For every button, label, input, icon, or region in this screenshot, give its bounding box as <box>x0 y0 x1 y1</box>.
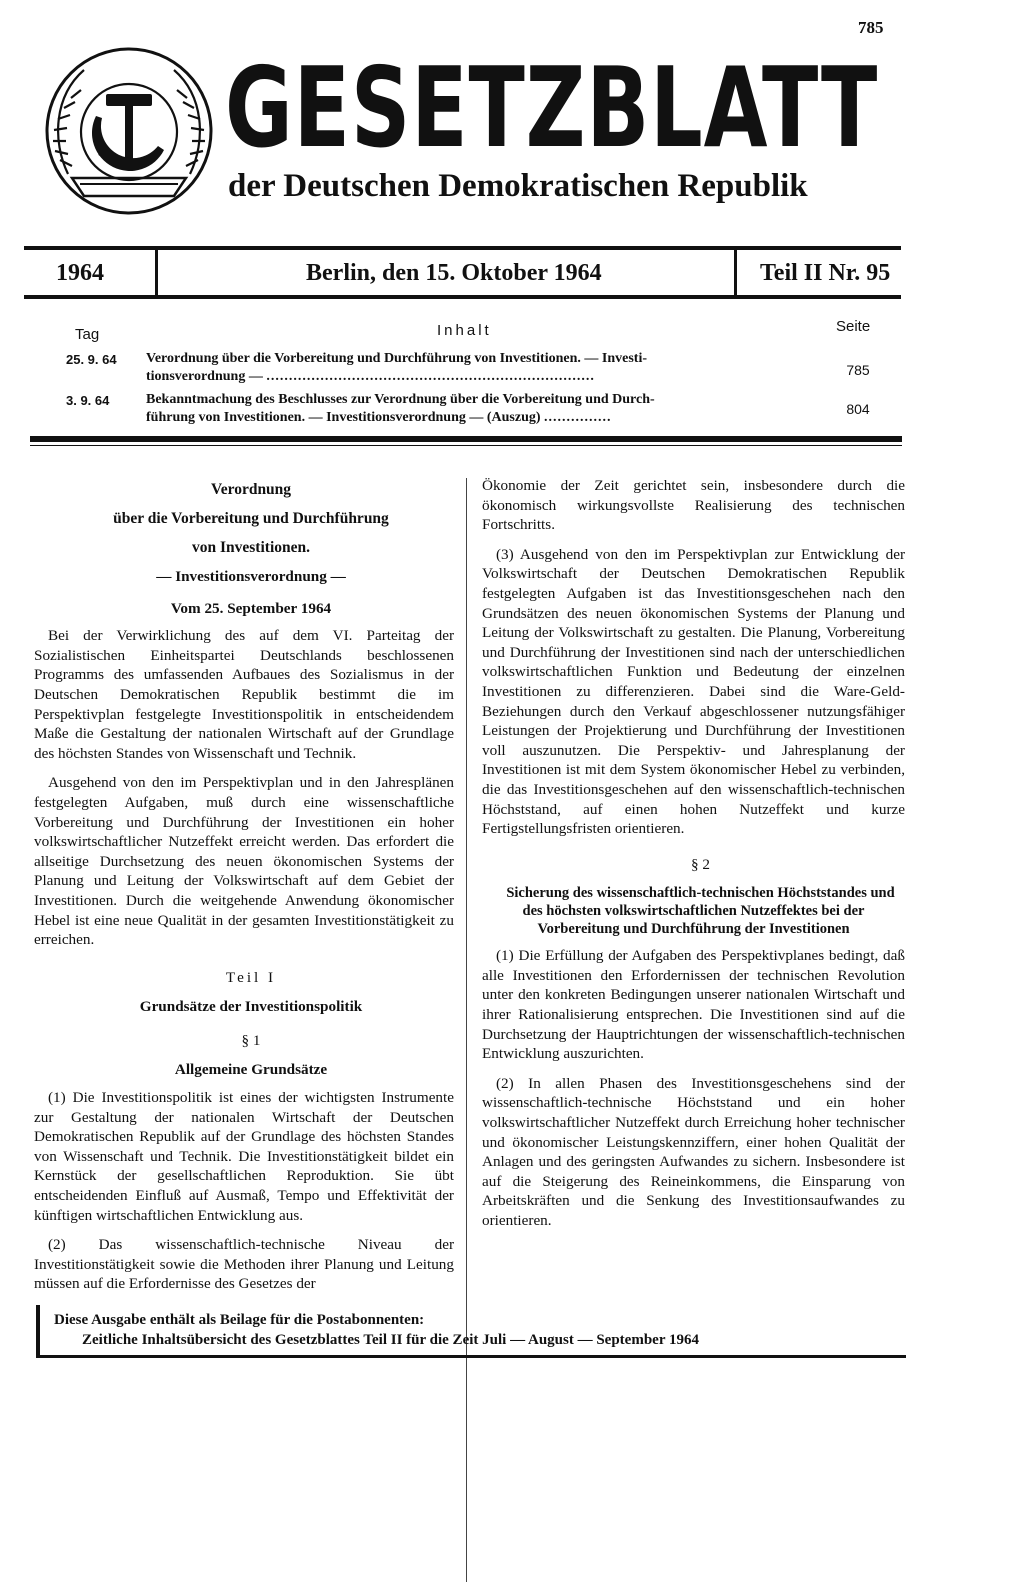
left-column <box>34 476 454 1304</box>
toc-column-date: Tag <box>75 326 100 343</box>
toc-entry-date: 3. 9. 64 <box>66 393 110 408</box>
article-short-title: — Investitionsverordnung — <box>156 568 346 585</box>
paragraph: (2) Das wissenschaftlich-technische Niveau der Investitionstätigkeit sowie die Methoden ihrer Planung und Leitung müssen auf die Erfordernisse des Gesetzes der <box>34 1236 454 1293</box>
section-title: Sicherung des wissenschaftlich-technischen Höchststandes und des höchsten volkswirtschaftlichen Nutzeffektes bei der Vorbereitung und Durchführung der Investitionen <box>506 885 895 938</box>
toc-entry-line: Bekanntmachung des Beschlusses zur Verordnung über die Vorbereitung und Durch- <box>146 392 655 407</box>
paragraph: (1) Die Investitionspolitik ist eines der wichtigsten Instrumente zur Gestaltung der nationalen Wirtschaft der Deutschen Demokratischen Republik auf der Grundlage des höchsten Standes von Wissenschaft und Technik. Die Investitionstätigkeit bildet ein Kernstück der gesellschaftlichen Reproduktion. Sie übt entscheidenden Einfluß auf Ausmaß, Tempo und Effektivität der künftigen wirtschaftlichen Entwicklung aus. <box>34 1089 454 1224</box>
masthead-title: GESETZBLATT <box>225 43 879 173</box>
issue-year: 1964 <box>56 260 104 286</box>
paragraph: Bei der Verwirklichung des auf dem VI. Parteitag der Sozialistischen Einheitspartei Deutschlands beschlossenen Programms des umfassenden Aufbaues des Sozialismus in der Deutschen Demokratischen Republik bestimmt die im Perspektivplan festgelegte Investitionspolitik in entscheidendem Maße die Gestaltung der nationalen Wirtschaft auf der Grundlage des höchsten Standes von Wissenschaft und Technik. <box>34 627 454 762</box>
column-divider <box>466 478 467 1582</box>
toc-entry-line: tionsverordnung — ......................................................................... <box>146 369 595 384</box>
toc-entry-page: 785 <box>846 362 870 378</box>
toc-entry <box>146 350 810 386</box>
issue-divider <box>155 248 158 296</box>
paragraph: (3) Ausgehend von den im Perspektivplan zur Entwicklung der Volkswirtschaft der Deutschen Demokratischen Republik festgelegten Aufgaben ist das Investitionsgeschehen nach den Grundsätzen des neuen ökonomischen Systems der Planung und Leitung der Volkswirtschaft zu gestalten. Die Planung, Vorbereitung und Durchführung der Investitionen sind nach der unterschiedlichen volkswirtschaftlichen Funktion und Bedeutung der einzelnen Investitionen zu differenzieren. Dabei sind die Ware-Geld-Beziehungen durch den Verkauf abgeschlossener nutzungsfähiger Leistungen der Projektierung und Durchführung der Investitionen voll auszunutzen. Die Perspektiv- und Jahresplanung der Investitionen ist mit dem System ökonomischer Hebel zu verbinden, die das Investitionsgeschehen auf den wissenschaftlich-technischen Höchststand, auf einen hohen Nutzeffekt und kurze Fertigstellungsfristen orientieren. <box>482 545 905 838</box>
issue-part-number: Teil II Nr. 95 <box>760 260 891 286</box>
section-label: § 2 <box>691 855 710 873</box>
paragraph: Ausgehend von den im Perspektivplan und in den Jahresplänen festgelegten Aufgaben, muß durch eine wissenschaftliche Vorbereitung und Durchführung der Investitionen ein hoher volkswirtschaftlicher Nutzeffekt erreicht werden. Das erfordert die allseitige Durchsetzung des neuen ökonomischen Systems der Planung und Leitung der Volkswirtschaft auf dem Gebiet der Investitionen. Durch die weitgehende Anwendung ökonomischer Hebel ist eine neue Qualität in der gesamten Investitionstätigkeit zu erreichen. <box>34 774 454 949</box>
section-title: Allgemeine Grundsätze <box>174 1061 328 1079</box>
part-title: Grundsätze der Investitionspolitik <box>139 998 363 1016</box>
supplement-line: Diese Ausgabe enthält als Beilage für die Postabonnenten: <box>54 1312 425 1328</box>
part-label: Teil I <box>225 968 277 986</box>
toc-bottom-rule-thin <box>30 445 902 446</box>
paragraph: Ökonomie der Zeit gerichtet sein, insbesondere durch die ökonomisch wirkungsvollste Realisierung des technischen Fortschritts. <box>482 477 905 534</box>
toc-bottom-rule <box>30 436 902 442</box>
toc-entry <box>146 391 810 427</box>
paragraph: (2) In allen Phasen des Investitionsgeschehens sind der wissenschaftlich-technische Höchststand und ein hoher volkswirtschaftlicher Nutzeffekt durch Erreichung hoher technischer und ökonomischer Leistungskennziffern, einer hohen Qualität der Anlagen und des geringsten Aufwandes zu sichern. Insbesondere ist auf die Steigerung des Reineinkommens, die Einsparung von Arbeitskräften und die Senkung des Investitionsaufwandes zu orientieren. <box>482 1074 905 1229</box>
issue-divider <box>734 248 737 296</box>
masthead-subtitle: der Deutschen Demokratischen Republik <box>228 168 808 204</box>
state-emblem <box>44 46 214 216</box>
issue-place-date: Berlin, den 15. Oktober 1964 <box>306 260 602 286</box>
article-date: Vom 25. September 1964 <box>170 599 332 617</box>
toc-column-contents: Inhalt <box>437 322 492 339</box>
toc-entry-page: 804 <box>846 401 870 417</box>
article-title: von Investitionen. <box>192 539 310 556</box>
page-number: 785 <box>858 18 884 37</box>
toc-column-page: Seite <box>836 318 871 335</box>
right-column <box>482 476 905 1241</box>
article-title: Verordnung <box>210 481 292 498</box>
article-title: über die Vorbereitung und Durchführung <box>113 510 389 527</box>
toc-entry-line: führung von Investitionen. — Investitionsverordnung — (Auszug) ............... <box>146 410 612 425</box>
supplement-line: Zeitliche Inhaltsübersicht des Gesetzblattes Teil II für die Zeit Juli — August — September 1964 <box>82 1332 699 1348</box>
toc-entry-date: 25. 9. 64 <box>66 352 117 367</box>
toc-entry-line: Verordnung über die Vorbereitung und Durchführung von Investitionen. — Investi- <box>146 351 647 366</box>
paragraph: (1) Die Erfüllung der Aufgaben des Perspektivplanes bedingt, daß alle Investitionen den Erfordernissen der technischen Revolution unter den konkreten Bedingungen unserer nationalen Wirtschaft und ihrer Rationalisierung entsprechen. Die Investitionen sind auf die Durchsetzung der Hauptrichtungen der wissenschaftlich-technischen Entwicklung auszurichten. <box>482 947 905 1063</box>
section-label: § 1 <box>241 1031 261 1049</box>
